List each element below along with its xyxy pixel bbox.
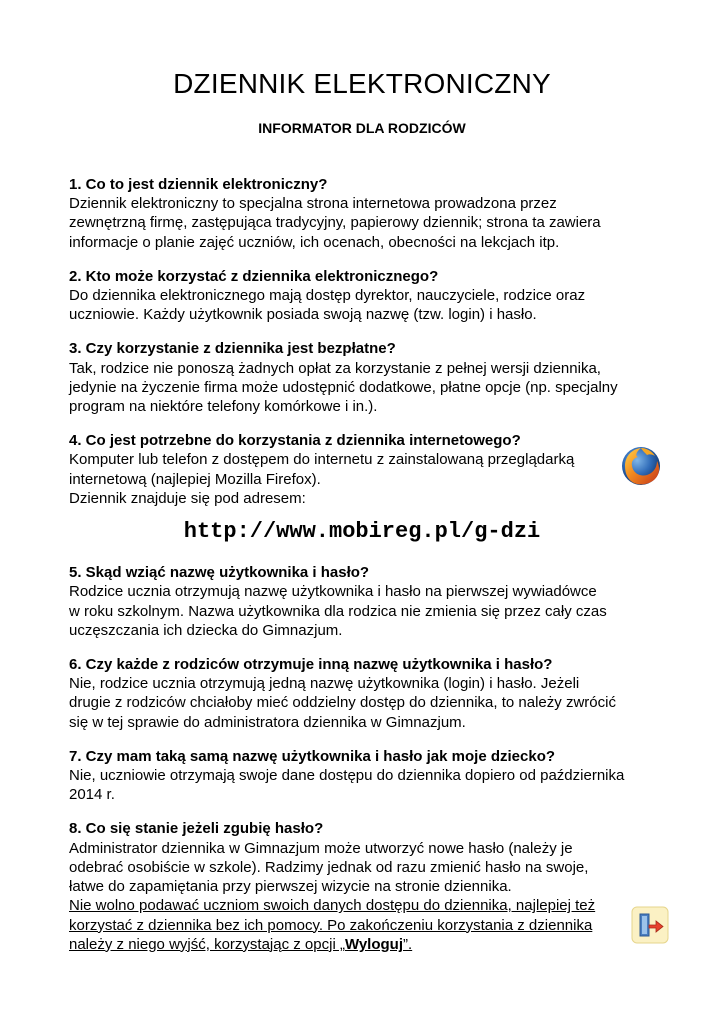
- warning-text: należy z niego wyjść, korzystając z opcji „: [69, 935, 345, 953]
- section-5: [69, 563, 669, 640]
- section-1: [69, 175, 669, 252]
- answer-line: Rodzice ucznia otrzymują nazwę użytkownika i hasło na pierwszej wywiadówce: [69, 583, 597, 601]
- warning-line: korzystać z dziennika bez ich pomocy. Po zakończeniu korzystania z dziennika: [69, 916, 593, 934]
- answer-line: Nie, rodzice ucznia otrzymują jedną nazwę użytkownika (login) i hasło. Jeżeli: [69, 675, 580, 693]
- journal-url-link[interactable]: http://www.mobireg.pl/g-dzi: [183, 519, 541, 545]
- question-heading: 3. Czy korzystanie z dziennika jest bezpłatne?: [69, 340, 396, 358]
- section-8: [69, 819, 669, 953]
- question-heading: 6. Czy każde z rodziców otrzymuje inną nazwę użytkownika i hasło?: [69, 656, 553, 674]
- answer-line: zewnętrzną firmę, zastępująca tradycyjny, papierowy dziennik; strona ta zawiera: [69, 214, 601, 232]
- answer-line: Do dziennika elektronicznego mają dostęp dyrektor, nauczyciele, rodzice oraz: [69, 287, 586, 305]
- answer-line: Dziennik elektroniczny to specjalna strona internetowa prowadzona przez: [69, 195, 557, 213]
- answer-line: informacje o planie zajęć uczniów, ich ocenach, obecności na lekcjach itp.: [69, 233, 560, 251]
- answer-line: uczęszczania ich dziecka do Gimnazjum.: [69, 621, 343, 639]
- page-title: DZIENNIK ELEKTRONICZNY: [173, 68, 551, 99]
- section-3: [69, 339, 669, 416]
- document-body: [69, 175, 669, 969]
- answer-line: odebrać osobiście w szkole). Radzimy jednak od razu zmienić hasło na swoje,: [69, 858, 589, 876]
- answer-line: drugie z rodziców chciałoby mieć oddzielny dostęp do dziennika, to należy zwrócić: [69, 694, 616, 712]
- answer-line: jedynie na życzenie firma może udostępnić dodatkowe, płatne opcje (np. specjalny: [69, 378, 618, 396]
- question-heading: 1. Co to jest dziennik elektroniczny?: [69, 176, 328, 193]
- answer-line: uczniowie. Każdy użytkownik posiada swoją nazwę (tzw. login) i hasło.: [69, 306, 537, 324]
- answer-line: 2014 r.: [69, 786, 115, 804]
- warning-text-end: ”.: [403, 935, 413, 953]
- question-heading: 4. Co jest potrzebne do korzystania z dziennika internetowego?: [69, 432, 521, 450]
- logout-option-label: Wyloguj: [344, 935, 403, 953]
- answer-line: łatwe do zapamiętania przy pierwszej wizycie na stronie dziennika.: [69, 878, 512, 896]
- answer-line: Dziennik znajduje się pod adresem:: [69, 489, 306, 507]
- warning-line: [69, 935, 669, 954]
- answer-line: Komputer lub telefon z dostępem do internetu z zainstalowaną przeglądarką: [69, 451, 575, 469]
- question-heading: 2. Kto może korzystać z dziennika elektronicznego?: [69, 267, 439, 285]
- section-4: [69, 431, 669, 545]
- answer-line: program na niektóre telefony komórkowe i in.).: [69, 398, 378, 416]
- section-6: [69, 655, 669, 732]
- answer-line: się w tej sprawie do administratora dziennika w Gimnazjum.: [69, 713, 466, 731]
- question-heading: 7. Czy mam taką samą nazwę użytkownika i hasło jak moje dziecko?: [69, 747, 556, 765]
- answer-line: Tak, rodzice nie ponoszą żadnych opłat za korzystanie z pełnej wersji dziennika,: [69, 359, 601, 377]
- answer-line: Administrator dziennika w Gimnazjum może utworzyć nowe hasło (należy je: [69, 839, 573, 857]
- warning-line: Nie wolno podawać uczniom swoich danych dostępu do dziennika, najlepiej też: [69, 897, 596, 915]
- page-subtitle: INFORMATOR DLA RODZICÓW: [258, 120, 466, 136]
- logout-icon: [631, 906, 669, 944]
- answer-line: internetową (najlepiej Mozilla Firefox).: [69, 470, 321, 488]
- answer-line: w roku szkolnym. Nazwa użytkownika dla rodzica nie zmienia się przez cały czas: [69, 602, 607, 620]
- firefox-logo-icon: [619, 444, 663, 488]
- section-7: [69, 747, 669, 805]
- section-2: [69, 267, 669, 325]
- answer-line: Nie, uczniowie otrzymają swoje dane dostępu do dziennika dopiero od października: [69, 767, 625, 785]
- question-heading: 8. Co się stanie jeżeli zgubię hasło?: [69, 820, 324, 838]
- question-heading: 5. Skąd wziąć nazwę użytkownika i hasło?: [69, 564, 370, 582]
